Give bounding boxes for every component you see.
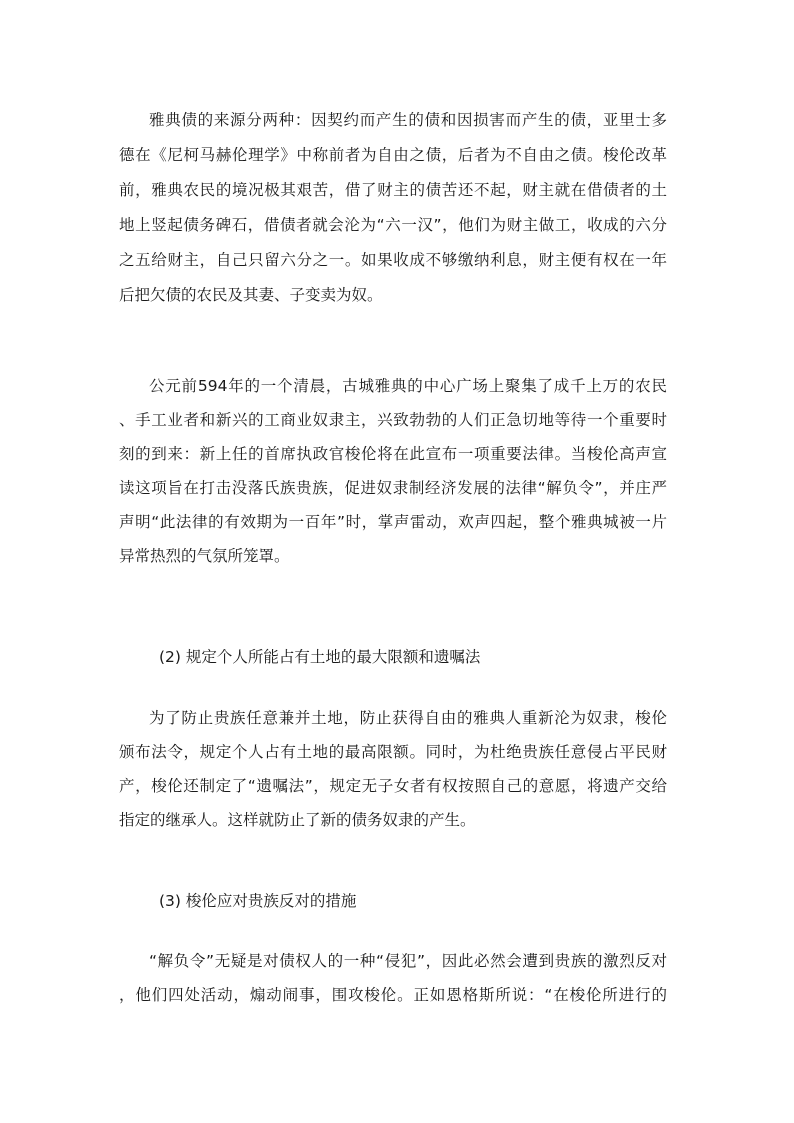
text-line: 为了防止贵族任意兼并土地，防止获得自由的雅典人重新沦为奴隶，梭伦	[149, 709, 667, 727]
paragraph-land-limit	[119, 708, 667, 830]
text-line: 读这项旨在打击没落氏族贵族，促进奴隶制经济发展的法律“解负令”，并庄严	[119, 479, 667, 497]
paragraph-athenian-debt	[119, 110, 667, 305]
text-line: 声明“此法律的有效期为一百年”时，掌声雷动，欢声四起，整个雅典城被一片	[119, 513, 667, 531]
text-line: 德在《尼柯马赫伦理学》中称前者为自由之债，后者为不自由之债。梭伦改革	[119, 146, 667, 164]
text-line: 指定的继承人。这样就防止了新的债务奴隶的产生。	[119, 811, 476, 829]
text-line: 后把欠债的农民及其妻、子变卖为奴。	[119, 286, 383, 304]
text-line: 前，雅典农民的境况极其艰苦，借了财主的债苦还不起，财主就在借债者的土	[119, 181, 667, 199]
section-heading-land-limit: (2) 规定个人所能占有土地的最大限额和遗嘱法	[159, 648, 481, 666]
text-line: 产，梭伦还制定了“遗嘱法”，规定无子女者有权按照自己的意愿，将遗产交给	[119, 777, 667, 795]
text-line: 异常热烈的气氛所笼罩。	[119, 547, 290, 565]
text-line: 刻的到来：新上任的首席执政官梭伦将在此宣布一项重要法律。当梭伦高声宣	[119, 445, 667, 463]
paragraph-noble-opposition	[119, 951, 667, 1005]
section-heading-noble-opposition: (3) 梭伦应对贵族反对的措施	[159, 892, 357, 910]
text-line: ，他们四处活动，煽动闹事，围攻梭伦。正如恩格斯所说：“在梭伦所进行的	[119, 986, 667, 1004]
text-line: 地上竖起债务碑石，借债者就会沦为“六一汉”，他们为财主做工，收成的六分	[119, 216, 667, 234]
paragraph-solon-decree	[119, 376, 667, 566]
text-line: 之五给财主，自己只留六分之一。如果收成不够缴纳利息，财主便有权在一年	[119, 251, 667, 269]
text-line: 颁布法令，规定个人占有土地的最高限额。同时，为杜绝贵族任意侵占平民财	[119, 743, 667, 761]
text-line: 雅典债的来源分两种：因契约而产生的债和因损害而产生的债，亚里士多	[149, 111, 667, 129]
text-line: 、手工业者和新兴的工商业奴隶主，兴致勃勃的人们正急切地等待一个重要时	[119, 411, 667, 429]
text-line: 公元前594年的一个清晨，古城雅典的中心广场上聚集了成千上万的农民	[149, 377, 667, 395]
text-line: “解负令”无疑是对债权人的一种“侵犯”，因此必然会遭到贵族的激烈反对	[149, 952, 667, 970]
